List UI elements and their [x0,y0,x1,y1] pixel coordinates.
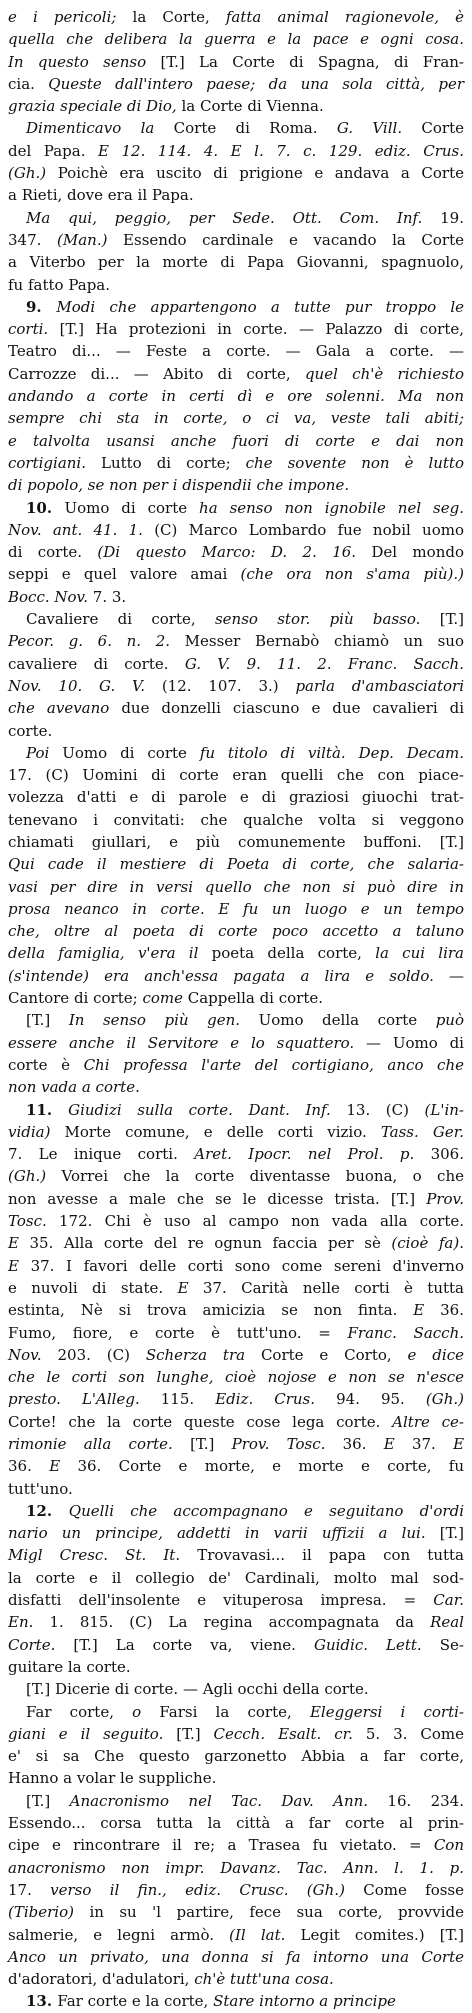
text-line [8,117,464,139]
italic-run: Dimenticavo la [26,119,174,138]
text-run: la [132,8,163,26]
text-line [8,1255,464,1277]
text-run: Morte comune, e delle corti vizio. [64,1122,381,1141]
italic-run: fatta animal ragionevole, è [225,8,464,26]
text-line [8,1924,464,1946]
italic-run: Quelli che accompagnano e seguitano d'ordi [68,1501,464,1520]
italic-run: Nov. ant. 41. 1. [8,520,155,539]
italic-run: parla d'ambasciatori [295,676,464,695]
text-line [8,1121,464,1143]
italic-run: (Tiberio) [8,1903,90,1922]
section-number: 13. [26,1992,58,2011]
text-line [8,1032,464,1054]
text-line [8,965,464,987]
italic-run: (Gh.) [8,1167,62,1186]
text-line [8,1834,464,1856]
text-run: cia. [8,74,49,93]
text-run: e' si sa Che questo garzonetto Abbia a far corte, [8,1747,464,1766]
text-run: Uomo della corte [258,1011,436,1030]
text-run: poeta della corte, [211,944,376,963]
text-run: salmerie, e legni armò. [8,1925,230,1944]
text-line [8,853,464,875]
text-run: del Papa. [8,141,99,160]
italic-run: e i pericoli; [8,8,133,26]
text-run: Corte e Corto, [260,1345,408,1364]
text-line [8,407,464,429]
italic-run: Real [430,1613,464,1632]
text-line [8,1946,464,1968]
text-line [8,942,464,964]
text-line [8,876,464,898]
text-run: 5. 3. Come [365,1724,464,1743]
text-run: 94. 95. [336,1390,426,1409]
text-line [8,28,464,50]
text-run: Carrozze di... — Abito di corte, [8,364,305,383]
text-run: fu fatto Papa. [8,275,111,294]
text-run: Vorrei che la corte diventasse buona, o che [61,1167,464,1186]
section-number: 12. [26,1501,69,1520]
italic-run: E [49,1457,78,1476]
text-run: (C) Marco Lombardo fue nobil uomo [154,520,464,539]
text-line [8,1767,464,1789]
text-run: due donzelli ciascuno e due cavalieri di [121,699,464,718]
text-line [8,675,464,697]
text-run: a Viterbo per la morte di Papa Giovanni, spagnuolo, [8,253,464,272]
text-run: estinta, Nè si trova amicizia se non finta. [8,1301,414,1320]
text-run: 13. (C) [346,1100,425,1119]
text-line [8,1411,464,1433]
text-run: tenevano i convitati: che qualche volta si veggono [8,810,464,829]
text-run: Cappella di corte. [187,989,324,1008]
text-run: [T.] [26,1011,69,1030]
italic-run: che avevano [8,699,122,718]
text-line [8,1076,464,1098]
text-run: e nuvoli di state. [8,1278,178,1297]
text-run: Se- [439,1635,464,1654]
text-run: — [449,966,464,985]
text-line [8,6,464,28]
italic-run: Pecor. g. 6. n. 2. [8,632,185,651]
text-line [8,1522,464,1544]
text-run: 37. [411,1435,454,1453]
italic-run: Stare intorno a principe [213,1992,396,2011]
italic-run: cortigiani. [8,453,101,472]
text-line [8,474,464,496]
text-line [8,1165,464,1187]
text-line [8,586,464,608]
text-line [8,385,464,407]
text-run: [T.] Ha protezioni in corte. — Palazzo di corte, [59,320,464,339]
italic-run: fu titolo di viltà. Dep. Decam. [199,743,465,762]
italic-run: E [8,1234,30,1253]
text-run: Teatro di... — Feste a corte. — Gala a corte. — [8,342,464,361]
text-line [8,563,464,585]
text-line [8,630,464,652]
text-run: 35. Alla corte del re ognun faccia per sè [29,1234,392,1253]
text-line [8,296,464,318]
italic-run: la cui lira [375,944,465,963]
text-line [8,73,464,95]
text-line [8,1322,464,1344]
italic-run: o [132,1702,160,1721]
text-line [8,1009,464,1031]
italic-run: nario un principe, addetti in varii uffizii a lui. [8,1524,440,1543]
text-run: 37. I favori delle corti sono come sereni d'inverno [30,1256,464,1275]
italic-run: ha senso non ignobile nel seg. [199,498,464,517]
text-run: — Uomo di [366,1033,464,1052]
text-run: Corte di Roma. [173,119,337,138]
text-run: Fumo, fiore, e corte è tutt'uno. = [8,1323,348,1342]
text-run: d'adoratori, d'adulatori, [8,1970,195,1989]
text-line [8,809,464,831]
italic-run: Altre ce- [392,1412,464,1431]
text-line [8,184,464,206]
text-line [8,363,464,385]
italic-run: giani e il seguito. [8,1724,177,1743]
text-line [8,1544,464,1566]
text-run: 17. (C) Uomini di corte eran quelli che con piace- [8,766,464,785]
text-run: 347. [8,230,57,249]
italic-run: può [435,1011,464,1030]
text-line [8,697,464,719]
italic-run: Anacronismo nel Tac. Dav. Ann. [69,1791,388,1810]
italic-run: Modi che appartengono a tutte pur troppo le [56,297,465,316]
text-line [8,1099,464,1121]
text-line [8,1054,464,1076]
italic-run: E [177,1278,203,1297]
text-run: [T.] La Corte di Spagna, di Fran- [160,52,465,71]
text-run: [T.] [439,610,464,629]
text-line [8,140,464,162]
text-line [8,274,464,296]
italic-run: Bocc. Nov. [8,587,93,606]
text-run: 37. Carità nelle corti è tutta [202,1278,464,1297]
text-line [8,1634,464,1656]
text-run: Poichè era uscito di prigione e andava a Corte [57,164,464,183]
text-line [8,987,464,1009]
text-run: [T.] Dicerie di corte. — Agli occhi della corte. [26,1680,369,1699]
text-run: [T.] [176,1724,214,1743]
italic-run: E [383,1435,412,1453]
italic-run: vasi per dire in versi quello che non si può dire in [8,877,464,896]
italic-run: verso il fin., ediz. Crusc. (Gh.) [50,1880,364,1899]
italic-run: Ma qui, peggio, per Sede. Ott. Com. Inf. [26,208,441,227]
section-number: 11. [26,1100,69,1119]
text-line [8,608,464,630]
text-run: Far corte e la corte, [57,1992,214,2011]
text-line [8,720,464,742]
text-line [8,1277,464,1299]
italic-run: (che ora non s'ama più).) [240,565,464,584]
text-line [8,1857,464,1879]
section-number: 9. [26,297,57,316]
text-run: 36. Corte e morte, e morte e corte, fu [77,1457,465,1476]
italic-run: E 12. 114. 4. E l. 7. c. 129. ediz. Crus. [98,141,464,160]
text-run: Corte [421,119,464,138]
text-run: 17. [8,1880,51,1899]
italic-run: G. V. 9. 11. 2. Franc. Sacch. [184,654,464,673]
text-run: 7. Le inique corti. [8,1145,195,1164]
italic-run: Franc. Sacch. [347,1323,464,1342]
text-line [8,1901,464,1923]
text-run: Messer Bernabò chiamò un suo [184,632,465,651]
italic-run: presto. L'Alleg. [8,1390,161,1409]
text-line [8,1478,464,1500]
italic-run: che le corti son lunghe, cioè nojose e non se n'esce [8,1368,464,1387]
text-run: Cavaliere di corte, [26,610,215,629]
text-line [8,1143,464,1165]
text-run: Corte, [162,8,226,26]
italic-run: come [142,989,188,1008]
italic-run: che salaria- [367,855,464,874]
text-line [8,1812,464,1834]
italic-run: Car. [433,1591,464,1610]
text-run: 172. Chi è uso al campo non vada alla corte. [59,1212,464,1231]
text-line [8,1210,464,1232]
text-run: Essendo cardinale e vacando la Corte [123,230,465,249]
text-run: 36. [440,1301,464,1320]
text-run: guitare la corte. [8,1657,131,1676]
italic-run: Ediz. Crus. [215,1390,337,1409]
text-line [8,742,464,764]
text-run: [T.] [26,1791,70,1810]
text-run: cavaliere di corte. [8,654,185,673]
text-line [8,831,464,853]
italic-run: essere anche il Servitore e lo squattero. [8,1033,367,1052]
text-line [8,1366,464,1388]
italic-run: di popolo, se non per i dispendii che impone. [8,476,350,495]
text-run: cipe e rincontrare il re; a Trasea fu vietato. = [8,1836,434,1855]
text-run: in su 'l partire, fece sua corte, provvide [89,1903,464,1922]
italic-run: ch'è tutt'una cosa. [194,1970,334,1989]
italic-run: (Man.) [57,230,124,249]
text-line [8,1388,464,1410]
text-line [8,920,464,942]
italic-run: Qui cade il mestiere di Poeta di corte, [8,855,368,874]
italic-run: (Il lat. [229,1925,301,1944]
italic-run: senso stor. più basso. [214,610,440,629]
italic-run: Queste dall'intero paese; da una sola città, per [48,74,464,93]
italic-run: che, oltre al poeta di corte poco accetto a taluno [8,922,464,941]
italic-run: Anco un privato, una donna si fa intorno una Corte [8,1947,464,1966]
text-run: Cantore di corte; [8,989,143,1008]
italic-run: Aret. Ipocr. nel Prol. p. [194,1145,431,1164]
text-line [8,898,464,920]
text-line [8,318,464,340]
text-run: 203. (C) [57,1345,146,1364]
text-run: Uomo di corte [64,498,200,517]
text-line [8,95,464,117]
text-run: Far corte, [26,1702,133,1721]
text-run: 115. [160,1390,216,1409]
italic-run: (s'intende) era anch'essa pagata a lira e soldo. [8,966,449,985]
text-run: seppi e quel valore amai [8,565,241,584]
italic-run: E [8,1256,31,1275]
text-line [8,207,464,229]
italic-run: e talvolta usansi anche fuori di corte e dai non [8,431,464,450]
italic-run: Migl Cresc. St. It. [8,1546,198,1565]
text-run: a Rieti, dove era il Papa. [8,186,194,205]
text-line [8,430,464,452]
text-run: 7. 3. [92,587,127,606]
italic-run: non vada a corte. [8,1078,140,1097]
italic-run: veste tali abiti; [330,409,464,428]
text-line [8,1990,464,2012]
italic-run: (L'in- [424,1100,464,1119]
text-line [8,51,464,73]
text-run: Uomo di corte [62,743,200,762]
italic-run: (Gh.) [8,164,58,183]
text-line [8,1968,464,1990]
italic-run: Nov. 10. G. V. [8,676,162,695]
text-line [8,1567,464,1589]
text-line [8,519,464,541]
text-run: 36. [8,1457,50,1476]
text-line [8,1433,464,1455]
italic-run: Giudizi sulla corte. Dant. Inf. [68,1100,347,1119]
text-line [8,653,464,675]
italic-run: (Di questo Marco: D. 2. 16. [97,543,372,562]
italic-run: In questo senso [8,52,161,71]
italic-run: Corte. [8,1635,74,1654]
text-line [8,1589,464,1611]
text-run: [T.] [439,1524,464,1543]
text-run: 36. [342,1435,384,1453]
italic-run: e dice [407,1345,464,1364]
text-run: 16. 234. [387,1791,464,1810]
text-line [8,229,464,251]
text-run: volezza d'atti e di parole e di graziosi giuochi trat- [8,788,464,807]
text-run: disfatti dell'insolente e vituperosa impresa. = [8,1591,434,1610]
italic-run: rimonie alla corte. [8,1435,191,1453]
italic-run: Eleggersi i corti- [309,1702,464,1721]
text-line [8,340,464,362]
italic-run: vidia) [8,1122,65,1141]
text-line [8,1723,464,1745]
italic-run: E [413,1301,441,1320]
text-run: corte. [8,721,53,740]
italic-run: corti. [8,320,60,339]
italic-run: andando a corte in certi dì e ore solenni. Ma non [8,387,464,406]
text-line [8,1455,464,1477]
text-line [8,1745,464,1767]
text-line [8,1232,464,1254]
italic-run: Nov. [8,1345,58,1364]
text-line [8,251,464,273]
italic-run: Cecch. Esalt. cr. [213,1724,366,1743]
text-run: Corte! che la corte queste cose lega corte. [8,1412,393,1431]
text-run: non avesse a male che se le dicesse trista. [T.] [8,1189,427,1208]
italic-run: quel ch'è richiesto [304,364,464,383]
text-run: Farsi la corte, [159,1702,310,1721]
italic-run: (cioè fa). [391,1234,464,1253]
text-run: la Corte di Vienna. [181,97,324,116]
italic-run: quella che delibera la guerra e la pace e ogni cosa. [8,30,464,49]
text-run: 1. 815. (C) La regina accompagnata da [49,1613,431,1632]
text-line [8,1611,464,1633]
text-run: [T.] La corte va, viene. [73,1635,314,1654]
italic-run: Tosc. [8,1212,60,1231]
text-line [8,1656,464,1678]
text-run: Del mondo [371,543,464,562]
text-run: Hanno a volar le suppliche. [8,1769,217,1788]
text-run: Lutto di corte; [101,453,246,472]
text-line [8,1678,464,1700]
text-run: (12. 107. 3.) [161,676,296,695]
text-run: 19. [440,208,464,227]
text-line [8,1299,464,1321]
italic-run: Prov. [426,1189,464,1208]
italic-run: Con [433,1836,464,1855]
text-run: Come fosse [363,1880,464,1899]
text-line [8,1701,464,1723]
text-run: 306. [430,1145,464,1164]
text-run: Essendo... corsa tutta la città a far corte al prin- [8,1814,464,1833]
italic-run: della famiglia, v'era il [8,944,212,963]
text-run: Trovavasi... il papa con tutta [197,1546,464,1565]
italic-run: grazia speciale di Dio, [8,97,182,116]
italic-run: In senso più gen. [68,1011,259,1030]
italic-run: prosa neanco in corte. E fu un luogo e un tempo [8,899,464,918]
text-run: Legit comites.) [T.] [300,1925,464,1944]
text-line [8,1500,464,1522]
text-line [8,452,464,474]
italic-run: En. [8,1613,50,1632]
text-line [8,1188,464,1210]
text-run: [T.] [190,1435,232,1453]
text-line [8,1790,464,1812]
text-run: chiamati giullari, e più comunemente buffoni. [T.] [8,832,464,851]
italic-run: sempre chi sta in corte, o ci va, [8,409,331,428]
italic-run: G. Vill. [336,119,422,138]
italic-run: E [453,1435,465,1453]
text-line [8,162,464,184]
text-run: di corte. [8,543,98,562]
text-line [8,1344,464,1366]
text-run: tutt'uno. [8,1479,73,1498]
italic-run: Guidic. Lett. [313,1635,440,1654]
italic-run: Chi professa l'arte del cortigiano, anco che [83,1055,464,1074]
section-number: 10. [26,498,65,517]
text-line [8,764,464,786]
italic-run: Scherza tra [145,1345,261,1364]
text-line [8,497,464,519]
italic-run: Prov. Tosc. [231,1435,343,1453]
text-line [8,786,464,808]
text-line [8,541,464,563]
text-run: corte è [8,1055,84,1074]
italic-run: che sovente non è lutto [245,453,464,472]
italic-run: Poi [26,743,63,762]
text-line [8,1879,464,1901]
italic-run: (Gh.) [425,1390,464,1409]
italic-run: anacronismo non impr. Davanz. Tac. Ann. l. 1. p. [8,1858,464,1877]
text-run: la corte e il collegio de' Cardinali, molto mal sod- [8,1568,464,1587]
italic-run: Tass. Ger. [380,1122,464,1141]
